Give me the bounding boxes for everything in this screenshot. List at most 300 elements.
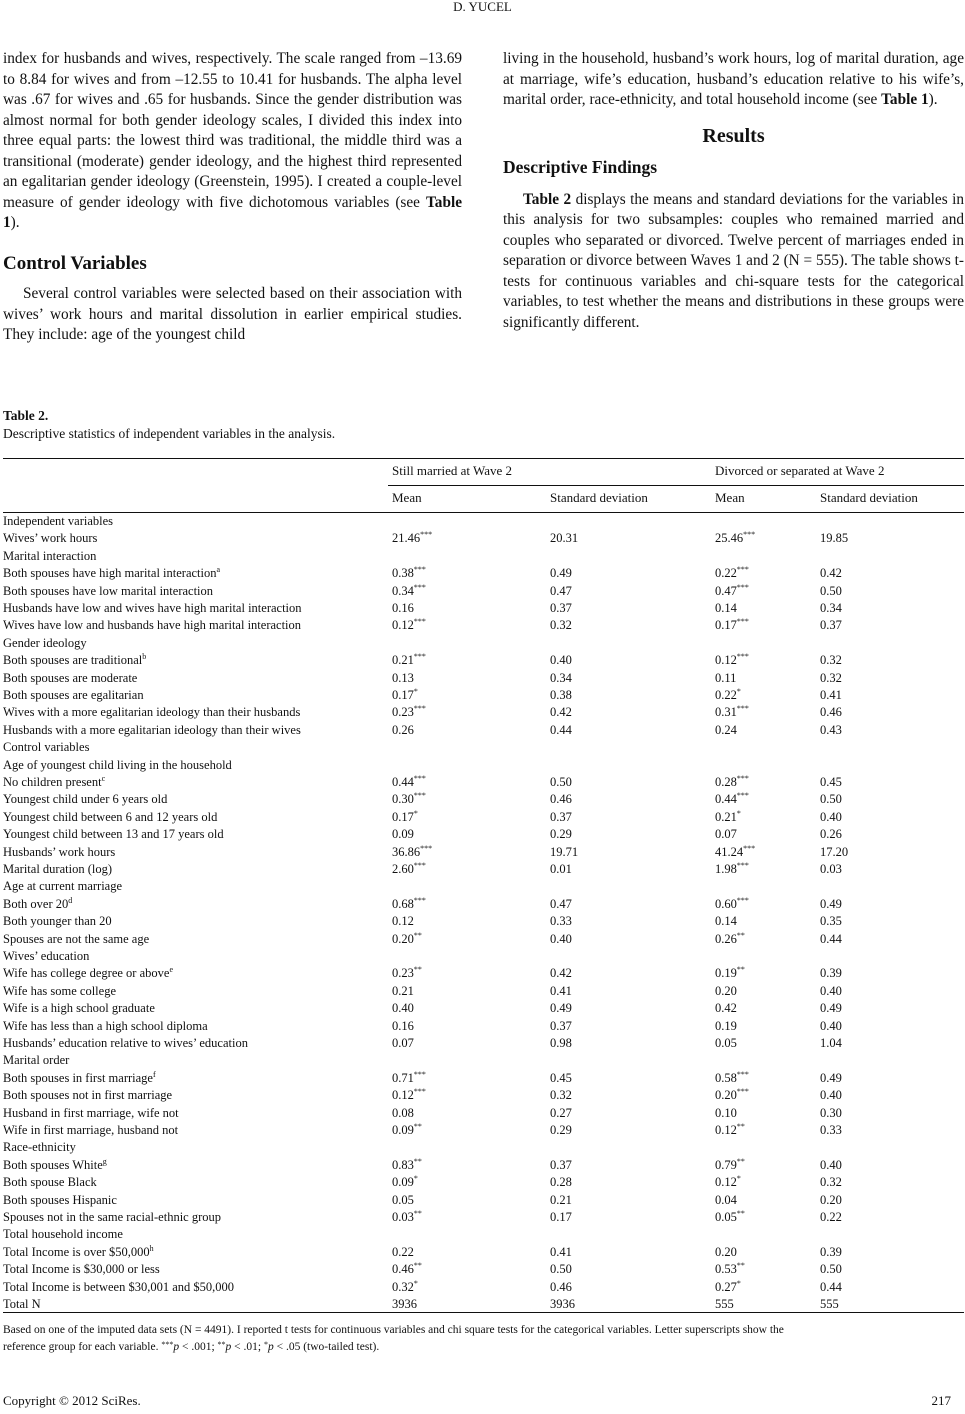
cell-mean-divorced-value: 41.24 <box>715 844 744 859</box>
cell-mean-divorced-value: 0.79 <box>715 1157 737 1172</box>
cell-mean-divorced <box>715 1280 741 1294</box>
cell-sd-married <box>550 531 578 545</box>
section-heading-control-variables: Control Variables <box>3 252 147 274</box>
cell-sd-divorced <box>820 705 842 719</box>
text-segment: Table 2 <box>523 190 572 208</box>
cell-sd-married <box>550 671 572 685</box>
cell-sd-divorced-value: 0.49 <box>820 1001 842 1016</box>
cell-mean-divorced-value: 0.07 <box>715 827 737 842</box>
cell-mean-divorced-value: 0.53 <box>715 1262 737 1277</box>
cell-sd-divorced <box>820 723 842 737</box>
row-label <box>3 827 224 841</box>
cell-mean-married <box>392 1088 426 1102</box>
cell-sd-divorced-value: 0.40 <box>820 809 842 824</box>
significance-stars: * <box>413 687 418 696</box>
cell-mean-married-value: 0.23 <box>392 966 414 981</box>
text-segment: < .001; <box>179 1341 218 1353</box>
row-label-footnote-marker: d <box>68 895 73 905</box>
cell-sd-divorced <box>820 1088 842 1102</box>
cell-mean-divorced-value: 0.31 <box>715 705 737 720</box>
significance-stars: *** <box>736 895 749 905</box>
cell-mean-divorced <box>715 531 755 545</box>
row-label-text: Husbands’ work hours <box>3 844 116 859</box>
cell-mean-married-value: 0.03 <box>392 1210 414 1224</box>
row-label-text: Gender ideology <box>3 635 87 650</box>
cell-mean-divorced <box>715 792 749 806</box>
cell-mean-married-value: 0.21 <box>392 983 414 998</box>
cell-sd-married <box>550 1001 572 1015</box>
cell-sd-married <box>550 618 572 632</box>
cell-mean-married-value: 3936 <box>392 1297 417 1311</box>
cell-sd-married-value: 3936 <box>550 1297 575 1311</box>
cell-sd-divorced <box>820 653 842 667</box>
cell-sd-divorced-value: 19.85 <box>820 531 849 546</box>
cell-sd-married-value: 0.21 <box>550 1192 572 1207</box>
significance-stars: *** <box>736 861 749 870</box>
cell-sd-divorced <box>820 966 842 980</box>
cell-sd-divorced <box>820 1036 842 1050</box>
text-segment: Table 1 <box>3 193 462 231</box>
row-label-text: Youngest child between 13 and 17 years old <box>3 827 224 842</box>
cell-mean-divorced-value: 0.19 <box>715 966 737 981</box>
row-label <box>3 758 232 772</box>
cell-sd-married-value: 0.42 <box>550 705 572 720</box>
row-label-footnote-marker: g <box>102 1156 107 1166</box>
row-label <box>3 1193 117 1207</box>
row-label-text: Wives’ education <box>3 949 90 963</box>
cell-sd-married-value: 0.27 <box>550 1105 572 1120</box>
row-label <box>3 1262 160 1276</box>
cell-mean-divorced <box>715 1071 749 1085</box>
cell-sd-married-value: 0.38 <box>550 688 572 702</box>
significance-stars: * <box>736 808 741 818</box>
significance-stars: *** <box>736 617 749 627</box>
cell-sd-married-value: 0.44 <box>550 722 572 737</box>
cell-sd-married <box>550 897 572 911</box>
cell-mean-married-value: 0.40 <box>392 1001 414 1016</box>
cell-mean-married-value: 0.30 <box>392 792 414 807</box>
row-label <box>3 1123 178 1137</box>
cell-sd-divorced <box>820 984 842 998</box>
significance-stars: ** <box>413 965 422 975</box>
cell-sd-divorced <box>820 775 842 789</box>
cell-mean-divorced-value: 0.22 <box>715 566 737 581</box>
cell-mean-divorced-value: 0.20 <box>715 1244 737 1259</box>
cell-sd-married-value: 19.71 <box>550 844 579 859</box>
row-label <box>3 653 146 667</box>
significance-stars: *** <box>736 582 749 592</box>
cell-mean-married <box>392 827 414 841</box>
row-label-text: Marital duration (log) <box>3 862 112 876</box>
cell-sd-divorced-value: 1.04 <box>820 1036 842 1050</box>
row-label <box>3 810 217 824</box>
cell-sd-married <box>550 1280 572 1294</box>
cell-sd-married <box>550 775 572 789</box>
cell-sd-married <box>550 966 572 980</box>
cell-mean-married-value: 0.13 <box>392 670 414 685</box>
cell-mean-married-value: 0.21 <box>392 653 414 668</box>
cell-sd-married-value: 0.32 <box>550 618 572 633</box>
text-segment: living in the household, husband’s work hours, log of marital duration, age at marriage, wife’s education, husband’s education relative to his wife’s, marital order, race-ethnicity, and total household income (see <box>503 50 964 108</box>
cell-sd-married-value: 0.28 <box>550 1175 572 1190</box>
row-label <box>3 1140 76 1154</box>
group-header-still-married: Still married at Wave 2 <box>392 463 513 478</box>
row-label <box>3 1036 248 1050</box>
row-label <box>3 897 72 911</box>
cell-mean-married-value: 0.38 <box>392 566 414 581</box>
table-top-rule <box>3 458 964 459</box>
cell-sd-married-value: 0.37 <box>550 601 572 615</box>
significance-stars: ** <box>413 930 422 940</box>
cell-sd-divorced <box>820 531 848 545</box>
row-label <box>3 740 89 754</box>
row-label <box>3 618 301 632</box>
cell-mean-divorced-value: 0.10 <box>715 1105 737 1120</box>
cell-sd-married <box>550 601 572 615</box>
right-paragraph-1 <box>503 49 964 111</box>
cell-sd-divorced-value: 0.44 <box>820 1279 842 1294</box>
cell-mean-divorced <box>715 1193 737 1207</box>
cell-sd-divorced <box>820 1001 842 1015</box>
row-label-text: Spouses not in the same racial-ethnic group <box>3 1210 221 1224</box>
cell-mean-divorced-value: 1.98 <box>715 862 737 876</box>
cell-sd-married <box>550 1262 572 1276</box>
significance-stars: *** <box>736 704 749 714</box>
left-paragraph-2: Several control variables were selected based on their association with wives’ work hours and marital dissolution in earlier empirical studies. They include: age of the youngest child <box>3 285 462 343</box>
cell-mean-married-value: 0.68 <box>392 896 414 911</box>
cell-sd-married-value: 0.46 <box>550 792 572 807</box>
row-label-text: Both spouses are moderate <box>3 670 138 685</box>
cell-mean-divorced-value: 0.47 <box>715 583 737 598</box>
cell-mean-divorced-value: 0.05 <box>715 1036 737 1050</box>
significance-stars: *** <box>413 652 426 662</box>
row-label-text: Total Income is over $50,000 <box>3 1244 150 1259</box>
cell-sd-married <box>550 862 572 876</box>
row-label-text: Spouses are not the same age <box>3 931 150 946</box>
cell-mean-divorced <box>715 653 749 667</box>
group-header-rule <box>388 485 964 486</box>
cell-mean-divorced-value: 0.05 <box>715 1210 737 1224</box>
cell-mean-divorced <box>715 914 737 928</box>
cell-mean-married-value: 0.26 <box>392 722 414 737</box>
cell-mean-married <box>392 1245 414 1259</box>
cell-mean-divorced-value: 0.14 <box>715 601 737 615</box>
cell-sd-divorced-value: 0.26 <box>820 827 842 842</box>
row-label <box>3 1227 123 1241</box>
cell-mean-divorced <box>715 1036 737 1050</box>
row-label-footnote-marker: f <box>152 1069 156 1079</box>
cell-mean-married <box>392 1036 414 1050</box>
cell-mean-divorced-value: 0.21 <box>715 809 737 824</box>
cell-sd-divorced-value: 0.42 <box>820 566 842 581</box>
row-label <box>3 1106 179 1120</box>
cell-mean-divorced-value: 0.19 <box>715 1018 737 1033</box>
cell-mean-married-value: 0.20 <box>392 931 414 946</box>
cell-sd-divorced <box>820 1071 842 1085</box>
cell-sd-divorced-value: 0.34 <box>820 601 842 615</box>
cell-mean-married <box>392 1175 418 1189</box>
row-label-text: Youngest child between 6 and 12 years old <box>3 809 218 824</box>
cell-sd-divorced <box>820 618 842 632</box>
cell-sd-divorced-value: 0.39 <box>820 1244 842 1259</box>
cell-sd-divorced-value: 0.50 <box>820 792 842 807</box>
cell-mean-married <box>392 618 426 632</box>
text-segment: Table 1 <box>881 91 929 108</box>
cell-mean-married <box>392 862 426 876</box>
cell-mean-married <box>392 671 414 685</box>
table-caption-description: Descriptive statistics of independent variables in the analysis. <box>3 426 336 441</box>
cell-mean-married <box>392 1123 422 1137</box>
cell-sd-divorced <box>820 1297 839 1311</box>
cell-mean-married <box>392 1210 422 1224</box>
cell-sd-married <box>550 566 572 580</box>
significance-stars: * <box>413 1174 418 1184</box>
significance-stars: *** <box>420 530 433 540</box>
subsection-heading-descriptive-findings: Descriptive Findings <box>503 157 658 177</box>
cell-mean-married <box>392 1280 418 1294</box>
cell-mean-married <box>392 688 418 702</box>
text-segment: ). <box>10 214 20 231</box>
cell-mean-married <box>392 810 418 824</box>
row-label <box>3 1280 234 1294</box>
row-label <box>3 862 112 876</box>
cell-sd-married-value: 0.49 <box>550 566 572 581</box>
cell-mean-divorced <box>715 705 749 719</box>
row-label-text: Both spouses not in first marriage <box>3 1088 173 1103</box>
row-label-text: Both spouses are egalitarian <box>3 688 144 702</box>
cell-sd-divorced <box>820 897 842 911</box>
cell-sd-divorced-value: 0.37 <box>820 618 842 633</box>
row-label <box>3 792 167 806</box>
cell-mean-married-value: 36.86 <box>392 844 421 859</box>
cell-mean-divorced <box>715 845 755 859</box>
cell-sd-divorced-value: 0.44 <box>820 931 842 946</box>
cell-mean-divorced-value: 0.11 <box>715 670 737 685</box>
cell-sd-divorced-value: 0.45 <box>820 775 842 789</box>
text-segment: displays the means and standard deviations for the variables in this analysis for two subsamples: couples who remained married and couples who separated or divorced. Twelve percent of marriages ended in separation or divorce between Waves 1 and 2 (N = 555). The table shows t-tests for continuous variables and chi-square tests for the categorical variables, to test whether the means and distributions in these groups were significantly different. <box>503 190 964 331</box>
cell-mean-married-value: 0.09 <box>392 1175 414 1190</box>
row-label-footnote-marker: e <box>169 965 173 975</box>
row-label <box>3 1088 172 1102</box>
cell-mean-divorced-value: 0.44 <box>715 792 737 807</box>
significance-stars: *** <box>736 774 749 783</box>
row-label <box>3 1210 221 1224</box>
cell-mean-married-value: 0.17 <box>392 688 414 702</box>
cell-sd-married-value: 0.49 <box>550 1001 572 1016</box>
cell-mean-divorced-value: 0.58 <box>715 1070 737 1085</box>
cell-sd-divorced <box>820 1193 842 1207</box>
cell-sd-married <box>550 810 572 824</box>
cell-mean-married <box>392 775 426 789</box>
text-segment: index for husbands and wives, respectively. The scale ranged from –13.69 to 8.84 for wives and from –12.55 to 10.41 for husbands. The alpha level was .67 for wives and .65 for husbands. Since the gender distribution was almost normal for both gender ideology scales, I divided this index into three equal parts: the lowest third was traditional, the middle third was a transitional (moderate) gender ideology, and the highest third represented an egalitarian gender ideology (Greenstein, 1995). I created a couple-level measure of gender ideology with five dichotomous variables (see <box>3 50 462 211</box>
cell-mean-married-value: 0.46 <box>392 1262 414 1277</box>
text-segment: p <box>225 1341 232 1353</box>
cell-sd-divorced <box>820 1280 842 1294</box>
cell-mean-divorced <box>715 1001 737 1015</box>
significance-stars: * <box>736 1278 741 1288</box>
cell-sd-married <box>550 1071 572 1085</box>
row-label-text: Wives’ work hours <box>3 531 98 546</box>
cell-sd-divorced <box>820 1123 842 1137</box>
significance-stars: ** <box>736 1261 745 1271</box>
row-label <box>3 1158 107 1172</box>
cell-mean-married <box>392 531 432 545</box>
cell-mean-married-value: 0.05 <box>392 1192 414 1207</box>
col-header-mean-divorced: Mean <box>715 490 745 505</box>
cell-sd-divorced-value: 0.39 <box>820 966 842 981</box>
cell-sd-married <box>550 792 572 806</box>
column-header-rule <box>3 512 964 513</box>
significance-stars: ** <box>413 1209 422 1218</box>
cell-mean-divorced <box>715 1019 737 1033</box>
cell-sd-divorced <box>820 862 842 876</box>
text-segment: < .01; <box>231 1341 264 1353</box>
cell-sd-married <box>550 1123 572 1137</box>
cell-mean-married-value: 0.09 <box>392 1123 414 1137</box>
row-label-text: Wives have low and husbands have high marital interaction <box>3 618 302 633</box>
group-header-divorced: Divorced or separated at Wave 2 <box>715 463 885 478</box>
running-head: D. YUCEL <box>453 0 512 14</box>
row-label-text: Total Income is $30,000 or less <box>3 1262 160 1277</box>
cell-sd-divorced-value: 0.32 <box>820 1175 842 1190</box>
col-header-mean-married: Mean <box>392 490 422 505</box>
cell-mean-married <box>392 984 414 998</box>
cell-mean-married <box>392 897 426 911</box>
row-label-text: Husbands have low and wives have high marital interaction <box>3 601 302 615</box>
text-segment: *** <box>161 1340 174 1349</box>
row-label-text: Race-ethnicity <box>3 1140 76 1155</box>
cell-sd-married-value: 0.34 <box>550 670 572 685</box>
cell-sd-married-value: 0.47 <box>550 896 572 911</box>
cell-sd-divorced <box>820 792 842 806</box>
cell-mean-married <box>392 1106 414 1120</box>
cell-sd-divorced-value: 17.20 <box>820 844 849 859</box>
table-note-line-1: Based on one of the imputed data sets (N = 4491). I reported t tests for continuous variables and chi square tests for the categorical variables. Letter superscripts show the <box>3 1324 784 1336</box>
significance-stars: ** <box>736 1156 745 1166</box>
row-label <box>3 932 149 946</box>
cell-sd-married-value: 0.45 <box>550 1070 572 1085</box>
cell-mean-married <box>392 601 414 615</box>
cell-sd-divorced-value: 555 <box>820 1297 839 1311</box>
cell-sd-divorced-value: 0.49 <box>820 896 842 911</box>
cell-mean-married-value: 0.34 <box>392 583 414 598</box>
cell-sd-divorced <box>820 688 842 702</box>
left-paragraph-1 <box>3 49 462 234</box>
row-label-footnote-marker: a <box>216 565 221 575</box>
cell-sd-divorced <box>820 845 848 859</box>
significance-stars: * <box>413 808 418 818</box>
row-label-text: Youngest child under 6 years old <box>3 792 168 807</box>
cell-sd-married <box>550 1036 572 1050</box>
table-note <box>3 1322 965 1356</box>
cell-mean-divorced <box>715 1158 745 1172</box>
significance-stars: ** <box>736 930 745 940</box>
cell-sd-married-value: 0.33 <box>550 914 572 929</box>
cell-mean-divorced-value: 0.17 <box>715 618 737 633</box>
cell-mean-married-value: 0.17 <box>392 809 414 824</box>
cell-sd-divorced <box>820 1106 842 1120</box>
significance-stars: *** <box>736 565 749 575</box>
row-label <box>3 775 105 789</box>
cell-sd-married-value: 0.32 <box>550 1088 572 1103</box>
cell-mean-married <box>392 1071 426 1085</box>
row-label <box>3 1297 41 1311</box>
row-label-text: Age at current marriage <box>3 879 123 894</box>
row-label-text: Wife has college degree or above <box>3 966 170 981</box>
cell-mean-divorced <box>715 827 737 841</box>
row-label-text: Age of youngest child living in the household <box>3 757 232 772</box>
cell-sd-divorced-value: 0.35 <box>820 914 842 929</box>
row-label-text: Both spouses White <box>3 1157 103 1172</box>
cell-sd-divorced-value: 0.50 <box>820 583 842 598</box>
row-label-text: Marital interaction <box>3 548 97 563</box>
text-segment: ). <box>928 91 938 108</box>
row-label-text: Husbands’ education relative to wives’ education <box>3 1036 248 1050</box>
results-heading: Results <box>702 124 765 147</box>
row-label-text: Both spouse Black <box>3 1175 97 1190</box>
cell-sd-married-value: 0.50 <box>550 775 572 789</box>
row-label-text: Both younger than 20 <box>3 914 112 929</box>
row-label-text: Total Income is between $30,001 and $50,000 <box>3 1279 235 1294</box>
cell-mean-divorced-value: 0.28 <box>715 775 737 789</box>
row-label <box>3 984 116 998</box>
cell-sd-married-value: 0.41 <box>550 1244 572 1259</box>
cell-sd-married-value: 0.17 <box>550 1210 572 1224</box>
cell-sd-divorced <box>820 1245 842 1259</box>
right-paragraph-2 <box>503 190 964 334</box>
cell-mean-divorced-value: 0.12 <box>715 1123 737 1137</box>
cell-mean-divorced <box>715 688 741 702</box>
cell-mean-divorced <box>715 932 745 946</box>
cell-sd-married <box>550 653 572 667</box>
text-segment: p <box>267 1341 274 1353</box>
cell-sd-divorced <box>820 827 842 841</box>
table-bottom-rule <box>3 1312 964 1313</box>
cell-mean-married <box>392 584 426 598</box>
cell-mean-married-value: 0.32 <box>392 1279 414 1294</box>
cell-mean-divorced <box>715 810 741 824</box>
row-label-text: Husbands with a more egalitarian ideology than their wives <box>3 722 301 737</box>
row-label-text: Wife in first marriage, husband not <box>3 1123 179 1137</box>
footer-page-number: 217 <box>931 1393 951 1408</box>
row-label <box>3 671 137 685</box>
cell-mean-married <box>392 792 426 806</box>
cell-mean-married-value: 0.12 <box>392 618 414 633</box>
row-label-text: Both spouses have low marital interaction <box>3 583 214 598</box>
cell-sd-divorced-value: 0.40 <box>820 983 842 998</box>
cell-sd-married <box>550 1175 572 1189</box>
cell-mean-divorced <box>715 1297 734 1311</box>
cell-sd-married <box>550 1088 572 1102</box>
text-segment: p <box>173 1341 180 1353</box>
significance-stars: ** <box>413 1261 422 1271</box>
cell-sd-married-value: 0.37 <box>550 809 572 824</box>
row-label <box>3 566 220 580</box>
cell-sd-married <box>550 827 572 841</box>
cell-mean-divorced <box>715 966 745 980</box>
cell-sd-married-value: 0.29 <box>550 827 572 842</box>
cell-mean-married-value: 0.71 <box>392 1070 414 1085</box>
cell-sd-married-value: 0.50 <box>550 1262 572 1277</box>
cell-mean-divorced-value: 0.14 <box>715 914 737 929</box>
cell-mean-married <box>392 845 432 859</box>
cell-sd-married <box>550 1245 572 1259</box>
cell-mean-married <box>392 1001 414 1015</box>
cell-mean-divorced <box>715 1088 749 1102</box>
significance-stars: ** <box>413 1122 422 1131</box>
cell-mean-divorced <box>715 862 749 876</box>
significance-stars: *** <box>413 774 426 783</box>
